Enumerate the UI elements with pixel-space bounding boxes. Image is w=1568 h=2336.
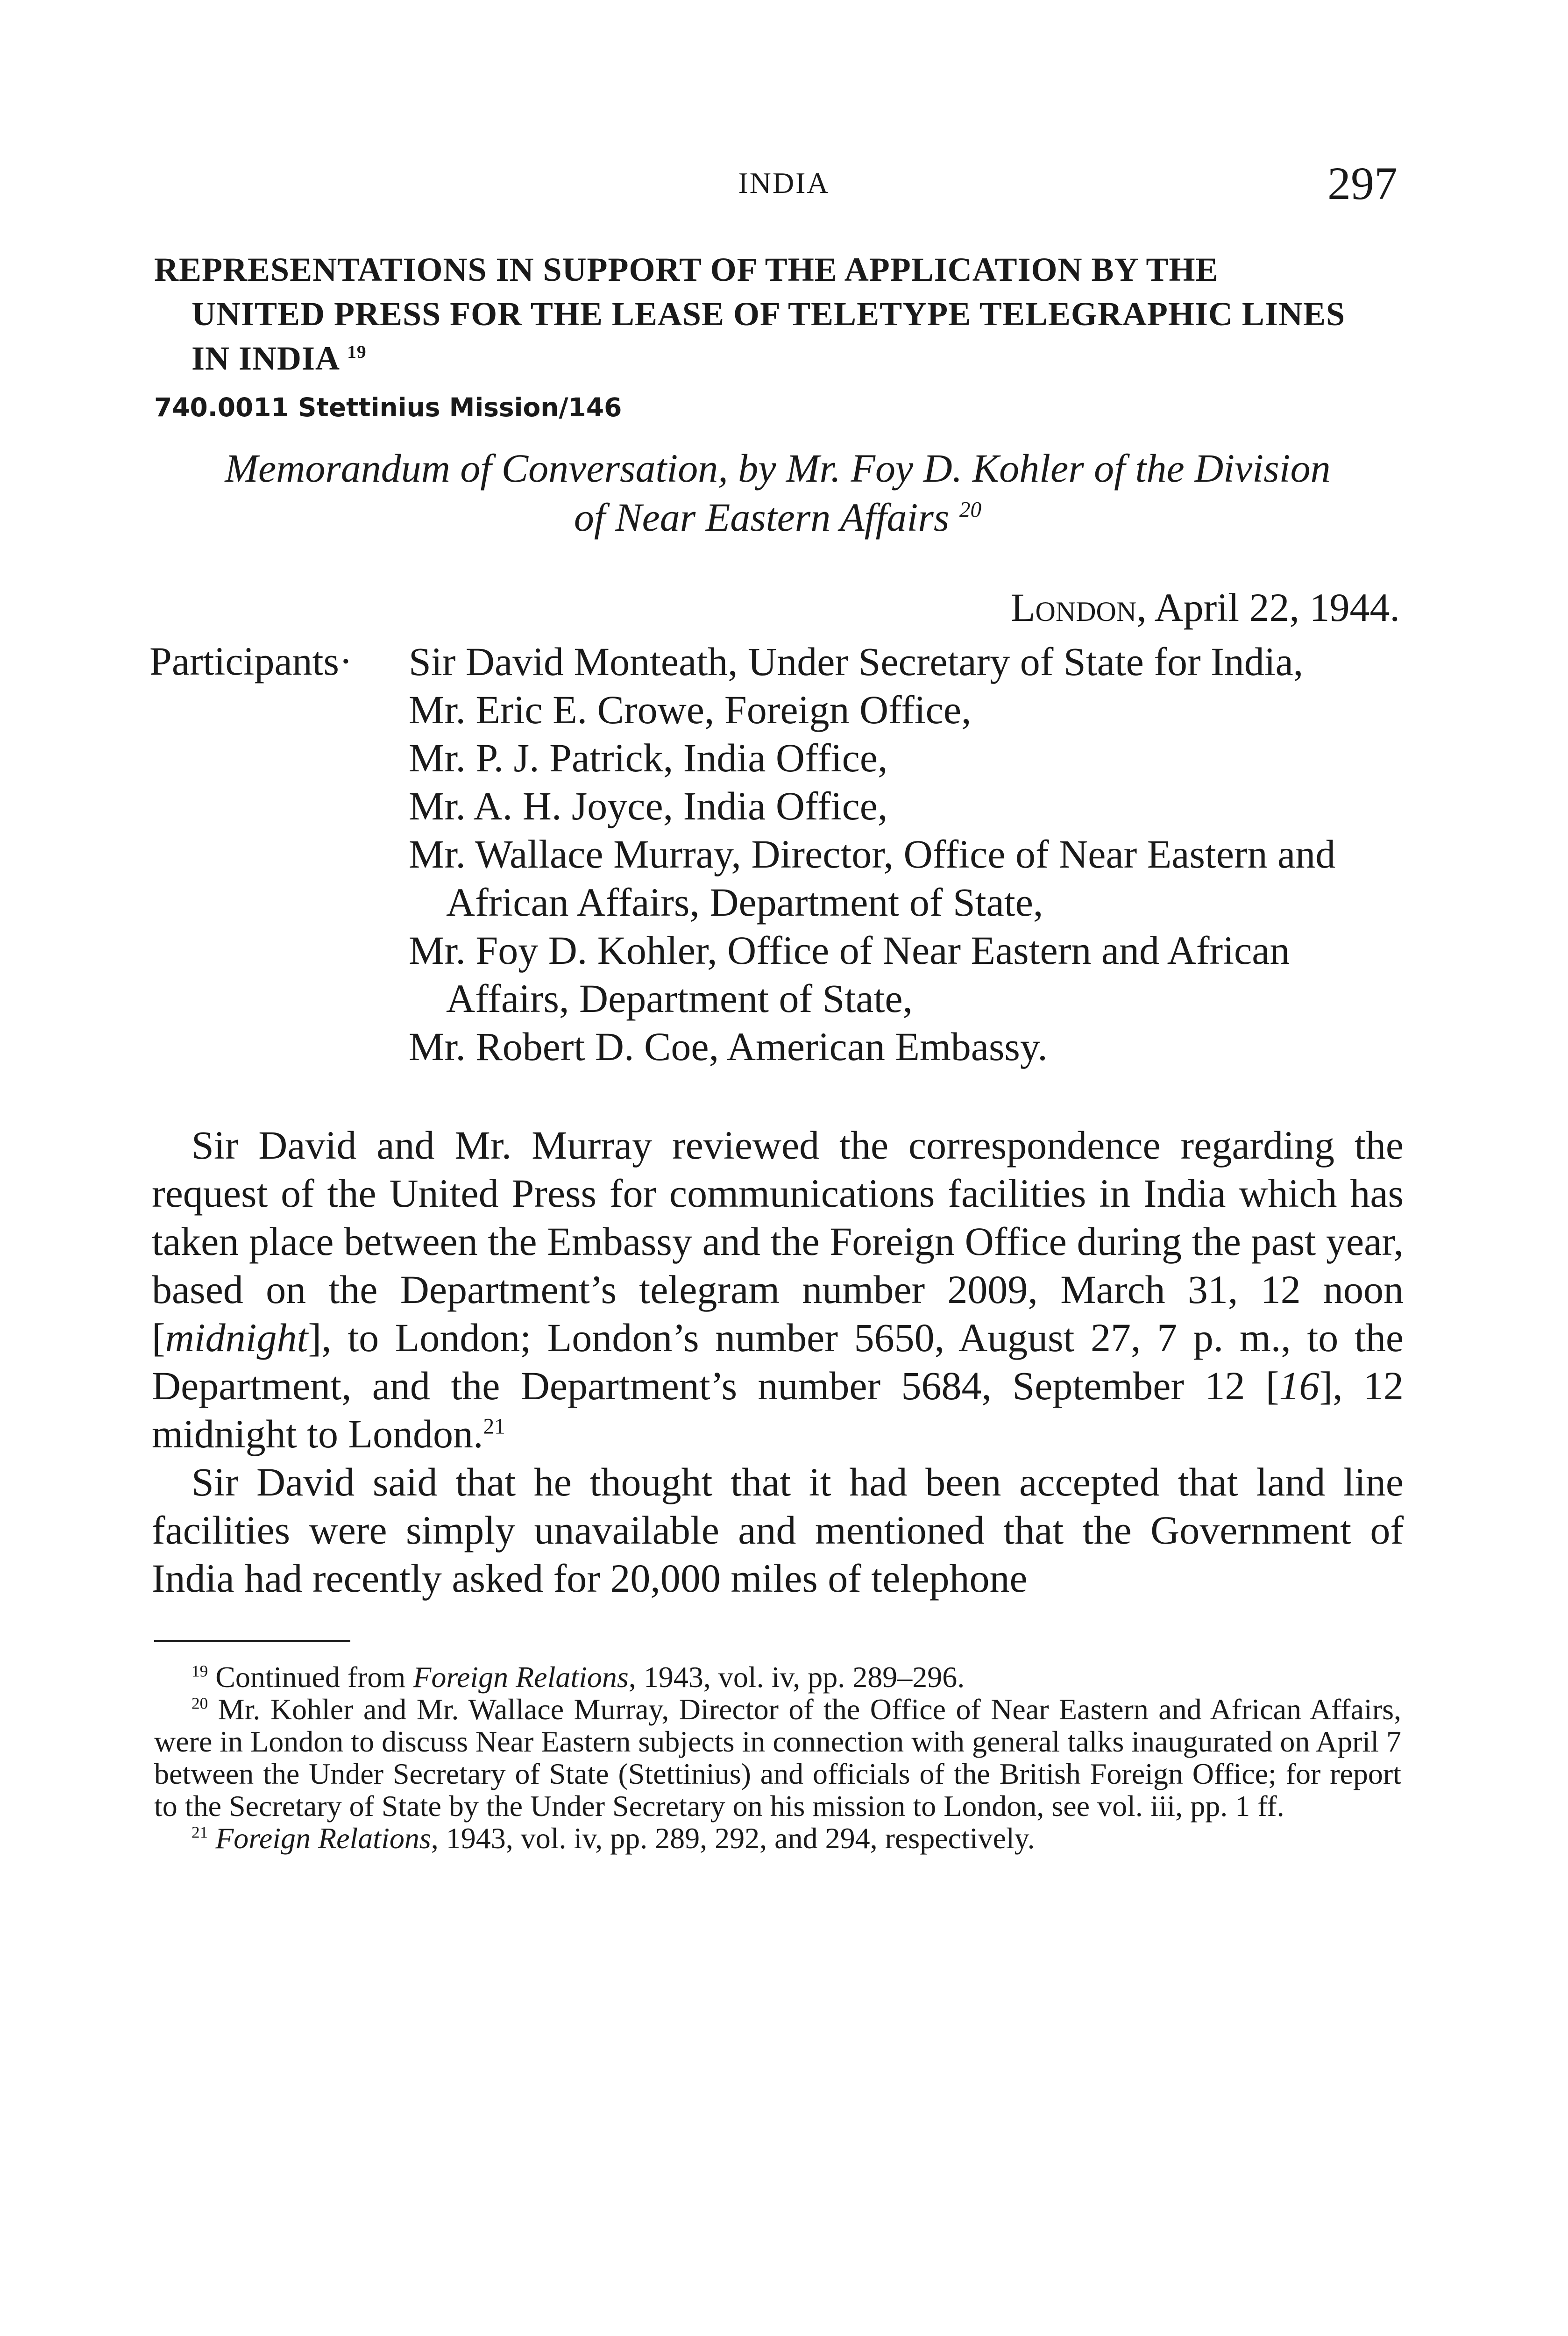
- footnote-21-mark: 21: [192, 1823, 208, 1842]
- memorandum-heading-line-2: [154, 493, 1401, 542]
- footnotes: [154, 1661, 1401, 1854]
- dateline-date: , April 22, 1944.: [1136, 585, 1400, 630]
- participants-list: [409, 638, 1404, 1071]
- paragraph-1-italic-16: 16: [1279, 1363, 1320, 1408]
- footnote-19-italic: Foreign Relations: [413, 1660, 629, 1694]
- participant-item: Mr. P. J. Patrick, India Office,: [409, 735, 888, 780]
- section-title-line-1: REPRESENTATIONS IN SUPPORT OF THE APPLICATION BY THE: [154, 251, 1219, 288]
- footnote-21-italic: Foreign Relations: [215, 1822, 431, 1855]
- dateline-place: London: [1011, 585, 1137, 630]
- file-reference: 740.0011 Stettinius Mission/146: [154, 392, 622, 422]
- paragraph-1: [152, 1121, 1404, 1458]
- footnote-19: [154, 1661, 1401, 1693]
- memorandum-heading: [154, 444, 1401, 542]
- participant-item: Mr. Foy D. Kohler, Office of Near Eastern and African Affairs, Department of State,: [409, 928, 1290, 1021]
- participant-item: Sir David Monteath, Under Secretary of State for India,: [409, 639, 1304, 684]
- memorandum-heading-line-1: Memorandum of Conversation, by Mr. Foy D. Kohler of the Division: [225, 446, 1331, 491]
- dateline: [1011, 584, 1400, 631]
- participant-item: Mr. Eric E. Crowe, Foreign Office,: [409, 687, 972, 732]
- participant-item: Mr. Wallace Murray, Director, Office of Near Eastern and African Affairs, Department of State,: [409, 832, 1336, 925]
- footnote-21-text: , 1943, vol. iv, pp. 289, 292, and 294, respectively.: [431, 1822, 1035, 1855]
- section-title: [154, 248, 1401, 381]
- paragraph-2: Sir David said that he thought that it had been accepted that land line facilities were simply unavailable and mentioned that the Government of India had recently asked for 20,000 miles of telephone: [152, 1460, 1404, 1601]
- footnote-19-text-b: , 1943, vol. iv, pp. 289–296.: [628, 1660, 965, 1694]
- page-number: 297: [1327, 157, 1398, 209]
- paragraph-1-part-b: ], to London; London’s number 5650, August 27, 7 p. m., to the Department, and the Department’s number 5684, September 12 [: [152, 1315, 1404, 1408]
- memorandum-heading-text: of Near Eastern Affairs: [574, 495, 950, 540]
- footnote-21: [154, 1822, 1401, 1854]
- participant-item: Mr. A. H. Joyce, India Office,: [409, 783, 888, 828]
- footnote-ref-21: 21: [483, 1414, 505, 1439]
- participants-label: Participants·: [149, 639, 353, 684]
- footnote-19-text-a: Continued from: [215, 1660, 413, 1694]
- footnote-ref-19: 19: [347, 342, 367, 362]
- paragraph-1-part-c: ], 12 midnight to London.: [152, 1363, 1404, 1456]
- footnote-20-mark: 20: [192, 1694, 208, 1713]
- footnote-19-mark: 19: [192, 1662, 208, 1681]
- section-title-text: IN INDIA: [192, 340, 339, 377]
- paragraph-1-italic-midnight: midnight: [165, 1315, 308, 1360]
- paragraph-1-part-a: Sir David and Mr. Murray reviewed the correspondence regarding the request of the United Press for communications facilities in India which has taken place between the Embassy and the Foreign Office during the past year, based on the Department’s telegram number 2009, March 31, 12 noon [: [152, 1123, 1404, 1360]
- footnote-20-text: Mr. Kohler and Mr. Wallace Murray, Director of the Office of Near Eastern and African Affairs, were in London to discuss Near Eastern subjects in connection with general talks inaugurated on April 7 between the Under Secretary of State (Stettinius) and officials of the British Foreign Office; for report to the Secretary of State by the Under Secretary on his mission to London, see vol. iii, pp. 1 ff.: [154, 1693, 1402, 1823]
- footnote-rule: [154, 1640, 350, 1642]
- participant-item: Mr. Robert D. Coe, American Embassy.: [409, 1024, 1048, 1069]
- footnote-20: [154, 1693, 1401, 1822]
- body-text: [152, 1121, 1404, 1602]
- running-head: INDIA: [738, 166, 830, 199]
- section-title-line-3: [154, 336, 1401, 381]
- section-title-line-2: UNITED PRESS FOR THE LEASE OF TELETYPE TELEGRAPHIC LINES: [192, 295, 1346, 333]
- footnote-ref-20: 20: [959, 498, 982, 522]
